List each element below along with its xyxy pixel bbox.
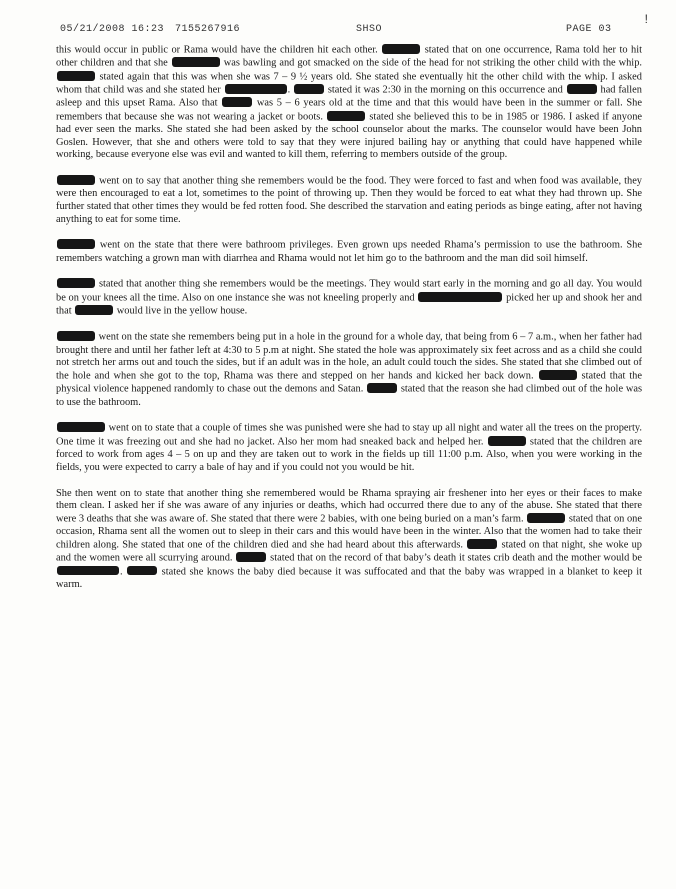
redaction-bar: [57, 331, 95, 341]
redaction-bar: [57, 422, 105, 432]
redaction-bar: [236, 552, 266, 562]
redaction-bar: [57, 71, 95, 81]
redaction-bar: [222, 97, 252, 107]
paragraph-text: would live in the yellow house.: [114, 305, 248, 317]
paragraph-text: went on to say that another thing she remembers would be the food. They were forced to fast and when food was available, they were then encouraged to eat a lot, sometimes to the point of throwing up. Then they would be forced to eat what they had thrown up. She further stated that other times they would be fed rotten food. She described the starvation and eating periods as binge eating, after not having anything to eat for some time.: [56, 175, 642, 225]
paragraph: [56, 331, 642, 409]
redaction-bar: [225, 84, 287, 94]
fax-sender-id: SHSO: [356, 24, 383, 35]
redaction-bar: [327, 111, 365, 121]
paragraph-text: stated on that night, she woke up and the women were all scurrying around.: [56, 539, 642, 564]
paragraph: [56, 422, 642, 474]
paragraph-text: went on to state that a couple of times she was punished were she had to stay up all night and water all the trees on the property. One time it was freezing out and she had no jacket. Also her mom had sneaked back and helped her.: [56, 423, 642, 448]
fax-phone-number: 7155267916: [175, 24, 241, 35]
redaction-bar: [57, 278, 95, 288]
corner-mark: !: [644, 12, 648, 26]
paragraph-text: .: [287, 84, 293, 96]
paragraph-text: stated she believed this to be in 1985 or 1986. I asked if anyone had ever seen the marks. She stated she had been asked by the school counselor about the marks. The counselor would have been John Goslen. However, that she and others were told to say that they were injured bailing hay or anything that could have happened while working, because everyone else was evil and wanted to kill them, referring to members outside of the group.: [56, 111, 643, 161]
paragraph-text: went on the state she remembers being put in a hole in the ground for a whole day, that being from 6 – 7 a.m., when her father had brought there and until her father left at 4:30 to 5 p.m at night. She stated the hole was approximately six feet across and as a child she could not stretch her arms out and touch the sides, but if an adult was in the hole, an adult could touch the sides. She stated that she climbed out of the hole and when she got to the top, Rhama was there and stepped on her hands and kicked her back down.: [56, 332, 642, 382]
redaction-bar: [418, 292, 502, 302]
paragraph-text: went on the state that there were bathroom privileges. Even grown ups needed Rhama’s permission to use the bathroom. She remembers watching a grown man with diarrhea and Rhama would not let him go to the bathroom and the man did soil himself.: [56, 240, 642, 264]
paragraph-text: stated she knows the baby died because it was suffocated and that the baby was wrapped in a blanket to keep it warm.: [56, 566, 642, 590]
redaction-bar: [382, 44, 420, 54]
paragraph: [56, 278, 642, 318]
fax-timestamp: 05/21/2008 16:23: [60, 24, 165, 35]
redaction-bar: [467, 539, 497, 549]
redaction-bar: [527, 513, 565, 523]
paragraph-text: She then went on to state that another thing she remembered would be Rhama spraying air freshener into her eyes or their faces to make them clean. I asked her if she was aware of any injuries or deaths, which had occurred there due to any of the abuse. She stated that there were 3 deaths that she was aware of. She stated that there were 2 babies, with one being buried on a man’s farm.: [56, 487, 642, 525]
paragraph: [56, 44, 642, 162]
paragraph-text: stated that the physical violence happened randomly to chase out the demons and Satan.: [56, 370, 642, 396]
fax-page-number: PAGE 03: [566, 24, 612, 35]
paragraph: [56, 175, 642, 226]
redaction-bar: [367, 383, 397, 393]
paragraph-text: stated again that this was when she was 7 – 9 ½ years old. She stated she eventually hit the other child with the whip. I asked whom that child was and she stated her: [56, 71, 642, 96]
paragraph-text: picked her up and shook her and that: [56, 292, 642, 317]
paragraph-text: stated that the reason she had climbed out of the hole was to use the bathroom.: [56, 384, 642, 408]
redaction-bar: [127, 566, 157, 576]
paragraph-text: had fallen asleep and this upset Rama. Also that: [56, 84, 642, 109]
paragraph-text: stated that on one occurrence, Rama told her to hit other children and that she: [56, 44, 642, 69]
redaction-bar: [488, 436, 526, 446]
document-body: [56, 44, 642, 605]
paragraph-text: this would occur in public or Rama would have the children hit each other.: [56, 44, 382, 56]
paragraph-text: was 5 – 6 years old at the time and that this would have been in the summer or fall. She remembers that because she was not wearing a jacket or boots.: [56, 97, 642, 123]
redaction-bar: [172, 57, 220, 67]
paragraph-text: stated that another thing she remembers would be the meetings. They would start early in the morning and go all day. You would be on your knees all the time. Also on one instance she was not kneeling properly and: [56, 279, 642, 304]
redaction-bar: [57, 239, 95, 249]
paragraph: [56, 488, 642, 592]
redaction-bar: [75, 305, 113, 315]
paragraph-text: stated that on one occasion, Rhama sent all the women out to sleep in their cars and this would have been in the winter. Also that the women had to take their children along. She stated that one of the children died and she had heard about this afterwards.: [56, 513, 642, 551]
redaction-bar: [57, 566, 119, 576]
paragraph-text: stated that on the record of that baby’s death it states crib death and the mother would be: [267, 552, 642, 564]
paragraph-text: .: [120, 566, 127, 578]
paragraph-text: stated it was 2:30 in the morning on this occurrence and: [325, 84, 566, 96]
paragraph: [56, 239, 642, 265]
redaction-bar: [539, 370, 577, 380]
paragraph-text: stated that the children are forced to work from ages 4 – 5 on up and they are taken out to work in the fields up till 11:00 p.m. Also, when you were working in the fields, you were expected to carry a bale of hay and if you could not you would be hit.: [56, 436, 642, 473]
redaction-bar: [294, 84, 324, 94]
redaction-bar: [57, 175, 95, 185]
redaction-bar: [567, 84, 597, 94]
paragraph-text: was bawling and got smacked on the side of the head for not striking the other child with the whip.: [220, 57, 642, 69]
